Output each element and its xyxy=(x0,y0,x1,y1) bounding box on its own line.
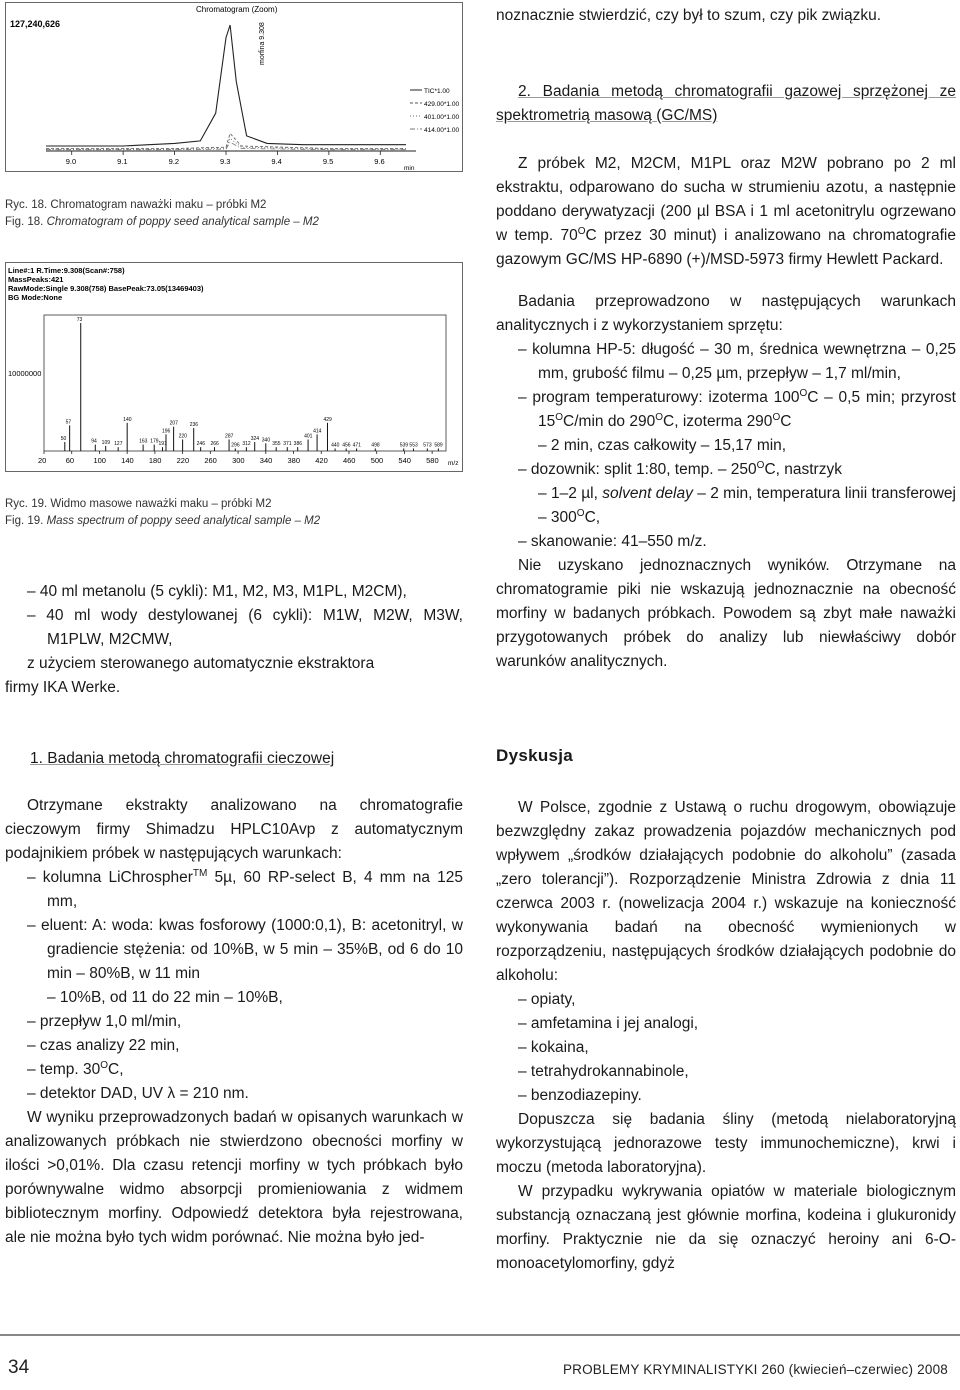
list-item: – eluent: A: woda: kwas fosforowy (1000:0,1), B: acetonitryl, w gradiencie stężenia: od 10%B, w 5 min – 35%B, od 6 do 10 min – 80%B, w 11 min xyxy=(27,917,463,982)
peak-label: 498 xyxy=(371,442,380,449)
chromatogram-title: Chromatogram (Zoom) xyxy=(196,5,278,14)
peak-label: 296 xyxy=(231,442,240,449)
x-tick-label: 9.4 xyxy=(271,157,282,166)
legend-label: 401.00*1.00 xyxy=(424,114,460,121)
paragraph: W przypadku wykrywania opiatów w materiale biologicznym substancją oznaczaną jest głównie morfina, kodeina i glukuronidy morfiny. Praktycznie nie da się oznaczyć heroiny ani 6-O-monoacetylomorfiny, gdyż xyxy=(496,1183,956,1272)
peak-label: 109 xyxy=(101,439,111,446)
right-gcms-section xyxy=(496,152,956,674)
peak-label: 553 xyxy=(409,442,418,449)
x-tick-label: 9.1 xyxy=(117,157,128,166)
caption-text: Chromatogram of poppy seed analytical sample – M2 xyxy=(46,216,319,228)
caption-text: Widmo masowe naważki maku – próbki M2 xyxy=(50,498,272,510)
caption-text: Chromatogram naważki maku – próbki M2 xyxy=(50,199,267,211)
paragraph: W wyniku przeprowadzonych badań w opisanych warunkach w analizowanych próbkach nie stwierdzono obecności morfiny w ilości >0,01%. Dla czasu retencji morfiny w tych próbkach było porównywalne widmo absorpcji promieniowania z widmem bibliotecznym morfiny. Odpowiedź detektora była rejestrowana, ale nie można było tych widm porównać. Nie można było jed- xyxy=(5,1109,463,1246)
section-heading-hplc: 1. Badania metodą chromatografii cieczowej xyxy=(30,750,335,767)
peak-label: 73 xyxy=(76,317,83,323)
list-item: – amfetamina i jej analogi, xyxy=(518,1015,699,1032)
list-item: – kolumna LiChrospher™ 5µ, 60 RP-select B, 4 mm na 125 mm, xyxy=(27,867,463,910)
x-unit-label: m/z xyxy=(448,460,459,467)
peak-label: 429 xyxy=(323,416,332,423)
peak-label: 191 xyxy=(158,441,167,448)
peak-label: 371 xyxy=(283,441,292,448)
figure-mass-spectrum xyxy=(5,262,463,472)
list-item: – 40 ml metanolu (5 cykli): M1, M2, M3, M1PL, M2CM), xyxy=(27,583,407,600)
list-item: – detektor DAD, UV λ = 210 nm. xyxy=(27,1085,249,1102)
x-tick-label: 9.0 xyxy=(65,157,77,166)
caption-label: Fig. 18. xyxy=(5,216,44,228)
left-extraction-list xyxy=(5,580,463,700)
peak-label: 266 xyxy=(210,441,219,448)
page-number: 34 xyxy=(8,1357,30,1378)
footer-rule xyxy=(0,1334,960,1336)
list-item: – opiaty, xyxy=(518,991,576,1008)
series-line xyxy=(46,25,406,146)
peak-label: 414 xyxy=(313,428,322,435)
peak-label: 287 xyxy=(225,433,234,440)
x-tick-label: 300 xyxy=(232,456,245,465)
spectrum-info-line: Line#:1 R.Time:9.308(Scan#:758) xyxy=(8,266,125,275)
section-heading-discussion: Dyskusja xyxy=(496,746,574,765)
x-tick-label: 340 xyxy=(259,456,273,465)
figure-chromatogram xyxy=(5,2,463,172)
series-line xyxy=(46,138,406,149)
paragraph: Dopuszcza się badania śliny (metodą nielaboratoryjną wykorzystującą jednorazowe testy immunochemiczne), krwi i moczu (metoda laboratoryjna). xyxy=(496,1111,956,1176)
spectrum-info-line: MassPeaks:421 xyxy=(8,275,64,284)
peak-label: 196 xyxy=(161,428,171,435)
paragraph: Otrzymane ekstrakty analizowano na chromatografie cieczowym firmy Shimadzu HPLC10Avp z automatycznym podajnikiem próbek w następujących warunkach: xyxy=(5,797,463,862)
x-tick-label: 540 xyxy=(398,456,411,465)
x-tick-label: 100 xyxy=(93,456,106,465)
mass-spectrum-chart xyxy=(6,263,462,471)
x-tick-label: 9.2 xyxy=(168,157,180,166)
mass-spectrum-y-label: 10000000 xyxy=(8,369,42,378)
peak-label: 589 xyxy=(434,442,443,449)
peak-label: 220 xyxy=(178,433,187,440)
list-item: – 1–2 µl, solvent delay – 2 min, temperatura linii transferowej – $300^OC$, xyxy=(538,485,956,526)
legend-label: TIC*1.00 xyxy=(424,88,450,95)
peak-label: 456 xyxy=(342,442,351,449)
right-discussion-section xyxy=(496,796,956,1276)
x-tick-label: 180 xyxy=(148,456,162,465)
peak-label: 163 xyxy=(139,438,148,445)
x-tick-label: 60 xyxy=(65,456,75,465)
list-item: – dozownik: split 1:80, temp. – $250^OC$, nastrzyk xyxy=(518,459,842,478)
peak-label: 539 xyxy=(399,442,409,449)
figure-19-caption xyxy=(5,496,463,530)
x-tick-label: 460 xyxy=(342,456,356,465)
x-tick-label: 420 xyxy=(315,456,328,465)
list-item: – kokaina, xyxy=(518,1039,589,1056)
spectrum-info-line: RawMode:Single 9.308(758) BasePeak:73.05(13469403) xyxy=(8,284,204,293)
peak-label: 386 xyxy=(293,441,303,448)
journal-footer: PROBLEMY KRYMINALISTYKI 260 (kwiecień–czerwiec) 2008 xyxy=(562,1362,948,1377)
list-item: – skanowanie: 41–550 m/z. xyxy=(518,533,707,550)
x-tick-label: 500 xyxy=(370,456,384,465)
x-tick-label: 380 xyxy=(287,456,301,465)
peak-label: 355 xyxy=(272,441,281,448)
list-item: z użyciem sterowanego automatycznie ekstraktora xyxy=(27,655,375,672)
peak-label: 236 xyxy=(189,421,199,428)
section-heading-gcms: 2. Badania metodą chromatografii gazowej sprzężonej ze spektrometrią masową (GC/MS) xyxy=(496,83,956,124)
chromatogram-peak-label: morfina 9.308 xyxy=(259,22,266,65)
peak-label: 207 xyxy=(169,420,178,427)
list-item: – 10%B, od 11 do 22 min – 10%B, xyxy=(47,989,283,1006)
peak-label: 312 xyxy=(242,441,251,448)
left-hplc-section xyxy=(5,794,463,1250)
paragraph: Nie uzyskano jednoznacznych wyników. Otrzymane na chromatogramie piki nie wskazują jednoznacznie na obecność morfiny w badanych próbkach. Powodem są zbyt małe naważki przygotowanych próbek do analizy lub niewłaściwy dobór warunków analitycznych. xyxy=(496,557,956,670)
list-item: – tetrahydrokannabinole, xyxy=(518,1063,689,1080)
x-tick-label: 580 xyxy=(426,456,439,465)
list-item: – 2 min, czas całkowity – 15,17 min, xyxy=(538,437,787,454)
peak-label: 573 xyxy=(423,442,432,449)
plot-frame xyxy=(44,315,446,451)
caption-label: Fig. 19. xyxy=(5,515,44,527)
paragraph: Badania przeprowadzono w następujących warunkach analitycznych i z wykorzystaniem sprzętu: xyxy=(496,293,956,334)
caption-label: Ryc. 18. xyxy=(5,199,48,211)
paragraph: W Polsce, zgodnie z Ustawą o ruchu drogowym, obowiązuje bezwzględny zakaz prowadzenia pojazdów mechanicznych pod wpływem „środków działających podobnie do alkoholu” (zasada „zero tolerancji”). Rozporządzenie Ministra Zdrowia z dnia 11 czerwca 2003 r. (nowelizacja 2004 r.) wskazuje na konieczność wykonywania badań na obecność wymienionych w rozporządzeniu, następujących środków działających podobnie do alkoholu: xyxy=(496,799,956,984)
peak-label: 127 xyxy=(114,441,123,448)
paragraph: Z próbek M2, M2CM, M1PL oraz M2W pobrano po 2 ml ekstraktu, odparowano do sucha w strumieniu azotu, a następnie poddano derywatyzacji (200 µl BSA i 1 ml acetonitrylu ogrzewano w temp. $70^OC$ przez 30 minut) i analizowano na chromatografie gazowym GC/MS HP-6890 (+)/MSD-5973 firmy Hewlett Packard. xyxy=(496,155,956,268)
x-tick-label: 220 xyxy=(176,456,190,465)
list-item: – temp. $30^OC$, xyxy=(27,1059,124,1078)
x-tick-label: 20 xyxy=(38,456,47,465)
x-tick-label: 260 xyxy=(204,456,217,465)
peak-label: 471 xyxy=(352,442,361,449)
peak-label: 324 xyxy=(250,436,260,443)
list-item: firmy IKA Werke. xyxy=(5,679,121,696)
peak-label: 94 xyxy=(91,438,97,445)
list-item: – benzodiazepiny. xyxy=(518,1087,642,1104)
peak-label: 50 xyxy=(60,436,67,443)
caption-text: Mass spectrum of poppy seed analytical sample – M2 xyxy=(46,515,321,527)
peak-label: 57 xyxy=(65,419,72,426)
peak-label: 246 xyxy=(196,441,205,448)
x-tick-label: 9.5 xyxy=(322,157,334,166)
legend-label: 414.00*1.00 xyxy=(424,127,460,134)
x-unit-label: min xyxy=(404,165,415,171)
peak-label: 340 xyxy=(261,437,271,444)
spectrum-info-line: BG Mode:None xyxy=(8,293,63,302)
chromatogram-chart xyxy=(6,3,462,171)
peak-label: 440 xyxy=(331,442,340,449)
list-item: – 40 ml wody destylowanej (6 cykli): M1W, M2W, M3W, M1PLW, M2CMW, xyxy=(27,607,463,648)
x-tick-label: 9.3 xyxy=(220,157,231,166)
caption-label: Ryc. 19. xyxy=(5,498,48,510)
x-tick-label: 140 xyxy=(121,456,134,465)
peak-label: 179 xyxy=(150,438,159,445)
legend-label: 429.00*1.00 xyxy=(424,101,460,108)
peak-label: 401 xyxy=(304,433,313,440)
peak-label: 140 xyxy=(123,416,132,423)
list-item: – program temperaturowy: izoterma $100^OC - 0,5$ min; przyrost $15^OC/\min$ do $290^OC$, izoterma $290^OC$ xyxy=(518,387,956,430)
list-item: – przepływ 1,0 ml/min, xyxy=(27,1013,182,1030)
figure-18-caption xyxy=(5,197,463,231)
paragraph: noznacznie stwierdzić, czy był to szum, czy pik związku. xyxy=(496,7,882,24)
right-column-text xyxy=(496,4,956,28)
list-item: – czas analizy 22 min, xyxy=(27,1037,180,1054)
chromatogram-header-value: 127,240,626 xyxy=(10,19,61,29)
list-item: – kolumna HP-5: długość – 30 m, średnica wewnętrzna – 0,25 mm, grubość filmu – 0,25 µm, przepływ – 1,7 ml/min, xyxy=(518,341,956,382)
x-tick-label: 9.6 xyxy=(374,157,385,166)
